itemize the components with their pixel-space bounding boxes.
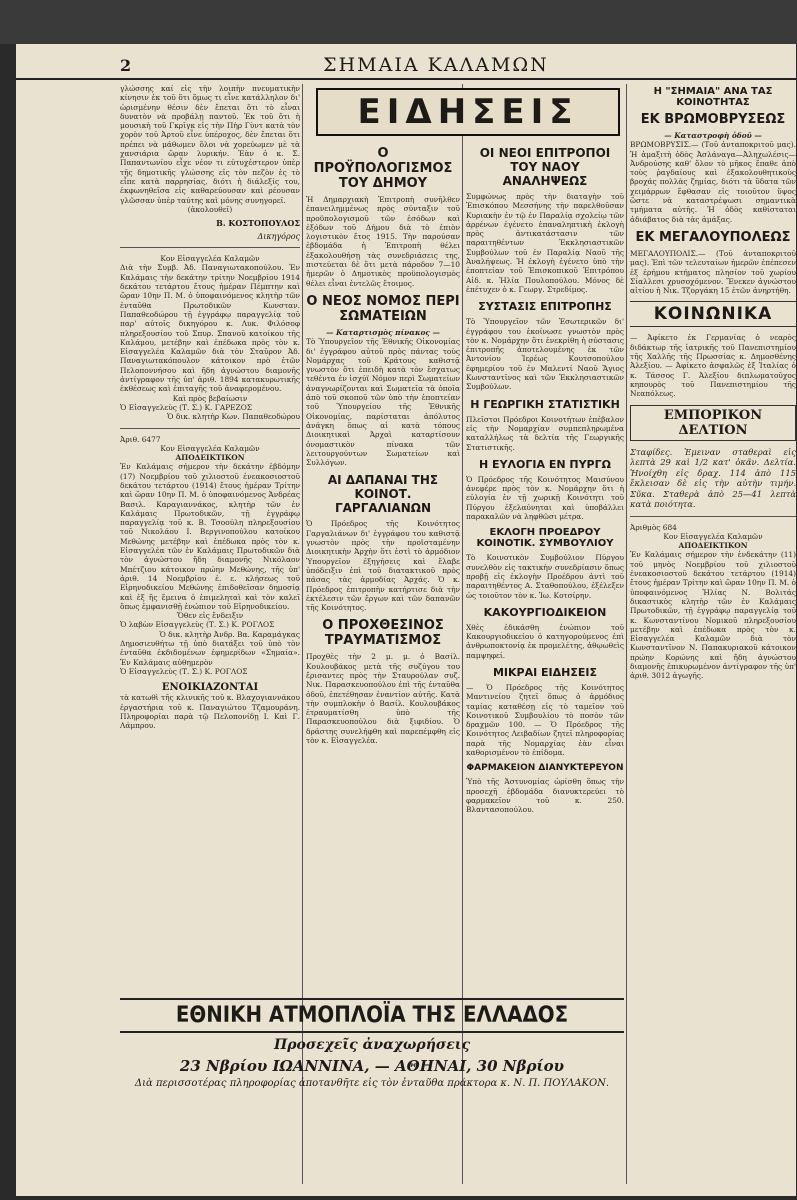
ad-title: ΕΘΝΙΚΗ ΑΤΜΟΠΛΟΪΑ ΤΗΣ ΕΛΛΑΔΟΣ	[120, 998, 624, 1033]
notice-number: Ἀριθμὸς 684	[630, 522, 677, 532]
article-text: γλώσσης καί εἰς τὴν λοιπὴν πνευματικὴν κίνησιν ἐκ τοῦ ὅτι ὅμως τι εἶνε κατάλληλον δι' ὡρισμένην θέσιν δὲν ἔπεται ὅτι τὸ εἶναι δυνατὸν νὰ προβάλῃ παντοῦ. Ἐκ τοῦ ὅτι ἡ μουσικὴ τοῦ Γκρῖγκ εἰς τὴν Πὴρ Γὺντ κατὰ τὸν χορὸν τοῦ Ἀρτοῦ εἶνε ὑπέροχος, δὲν ἔπεται ὅτι πρέπει νὰ μάθωμεν ὅλοι νὰ χορεύωμεν μὲ τὰ χανσιάρια ὥραν λυρικήν. Ἐὰν ὁ κ. Σ. Παπαντωνίου εἶχε νέον τι εὐτυχέστερον ὑπὲρ τῆς δημοτικῆς γλώσσης εἰς τὸν πεζὸν ἐς τὸ εἶπε κατὰ παρρησίας, διότι ἡ διάλεξίς του, ἐκφωνηθεῖσα εἰς καθαρεύουσαν καὶ ρέουσαν γλῶσσαν ὑπὲρ ταύτης καὶ μόνης συνηγορεῖ.	[120, 84, 300, 205]
notice-number: Ἀριθ. 6477	[120, 434, 161, 444]
notice-recipient: Κον Εἰσαγγελέα Καλαμῶν	[663, 531, 763, 541]
headline: ΦΑΡΜΑΚΕΙΟΝ ΔΙΑΝΥΚΤΕΡΕΥΟΝ	[466, 763, 624, 774]
headline: Η ΓΕΩΡΓΙΚΗ ΣΤΑΤΙΣΤΙΚΗ	[470, 397, 620, 411]
article-text: ΒΡΩΜΟΒΡΥΣΙΣ.— (Τοῦ ἀνταποκριτοῦ μας). Ἡ ἀμαξιτὴ ὁδὸς Ἀσλάναγα—Ἀληχωλέσις—Ἀνδρούσης καθ' ὅλον τὸ μῆκος ἔπαθε ἀπὸ τοὺς ῥαγδαίους καὶ ἐξακολουθητικοὺς βροχάς πολλὰς ζημίας, διότι τὰ ὕδατα τῶν χειμάρρων ἔφθασαν εἰς τοιοῦτον ὕψος ὥστε νὰ καταστρέψωσι σημαντικὰ τμήματα αὐτῆς. Ἡ ὁδὸς καθίσταται ἀδιάβατος διὰ τὰς ἁμάξας.	[630, 140, 796, 224]
article-text: Συμφώνως πρὸς τὴν διαταγὴν τοῦ Ἐπισκόπου Μεσσήνης τὴν παρελθοῦσαν Κυριακὴν ἐν τῷ ἐν Παραλίᾳ σχολείῳ τῶν ἀρρένων ἐγένετο ἐπαναληπτικὴ ἐκλογὴ πρὸς ἀντικατάστασιν τῶν παραιτηθέντων Ἐκκλησιαστικῶν Συμβούλων τοῦ ἐν Παραλίᾳ Ναοῦ τῆς Ἀναλήψεως. Ἡ ἐκλογὴ ἐγένετο ὑπὸ τὴν ἐποπτείαν τοῦ Ἐπισκοπικοῦ Ἐπιτρόπου Αἰδ. κ. Ἠλία Πουλοπούλου. Μόνος δὲ ἐπέτυχεν ὁ κ. Γεωργ. Στρεδίμος.	[466, 192, 624, 294]
headline: ΣΥΣΤΑΣΙΣ ΕΠΙΤΡΟΠΗΣ	[478, 300, 612, 314]
section-heading: ΕΚ ΜΕΓΑΛΟΥΠΟΛΕΩΣ	[635, 229, 791, 245]
subheadline: — Καταστροφὴ ὁδοῦ —	[664, 131, 762, 140]
notice-signature: Ὁ λαβὼν Εἰσαγγελεὺς (Τ. Σ.) Κ. ΡΟΓΛΟΣ	[120, 620, 275, 630]
article-text: ΜΕΓΑΛΟΥΠΟΛΙΣ.— (Τοῦ ἀνταποκριτοῦ μας). Ἐπὶ τῶν τελευταίων ἡμερῶν ἐπέπεσεν ἐξ ἐρήμου κτήματος πλησίον τοῦ χωρίου Σίαλλεσι χρυσοχόμενον. Ἔνεκεν ἀγνώστου αἰτίου ἡ Νικ. Τζοργάκη 15 ἐτῶν ἀνηρτήθη.	[630, 248, 796, 296]
shipping-advertisement	[120, 954, 624, 1089]
notice-signature: Ὁ Εἰσαγγελεὺς (Τ. Σ.) Κ. ΡΟΓΛΟΣ	[120, 666, 248, 676]
article-text: — Ὁ Πρόεδρος τῆς Κοινότητος Μαντινείου ζητεῖ ὅπως ὁ ἀρμόδιος ταμίας καταθέσῃ εἰς τὸ ταμεῖον τοῦ Κοινοτικοῦ Συμβουλίου τὸ ποσὸν τῶν δραχμῶν 100. — Ὁ Πρόεδρος τῆς Κοινότητος Λειβαδίων ζητεῖ πληροφορίας παρὰ τῆς Νομαρχίας ἐὰν εἶναι καθορισμένον τὸ ἐπίδομα.	[466, 682, 624, 758]
headline: Ο ΠΡΟΫΠΟΛΟΓΙΣΜΟΣ ΤΟΥ ΔΗΜΟΥ	[313, 146, 453, 191]
headline: ΟΙ ΝΕΟΙ ΕΠΙΤΡΟΠΟΙ ΤΟΥ ΝΑΟΥ ΑΝΑΛΗΨΕΩΣ	[479, 146, 611, 188]
article-text: Προχθὲς τὴν 2 μ. μ. ὁ Βασίλ. Κουλουβάκος μετὰ τῆς συζύγου του ἔρισαντες πρὸς τὴν Σταυρούλαν συζ. Νικ. Παρασκευοπούλου ἐπὶ τῆς ἐνταῦθα ὁδοῦ, ἐπετέθησαν ἐναντίον αὐτῆς. Κατὰ τὴν συμπλοκὴν ὁ Βασίλ. Κουλουβάκος ἐτραυματίσθη ὑπὸ τῆς Παρασκευοπούλου διὰ ξιφιδίου. Ὁ δράστης συνελήφθη καὶ παρεπέμφθη εἰς τὸν κ. Εἰσαγγελέα.	[306, 652, 460, 746]
article-text: Ὁ Πρόεδρος τῆς Κοινότητος Γαργαλιάνων δι' ἐγγράφου του καθιστᾷ γνωστὸν πρὸς τὴν προϊσταμένην Διοικητικὴν Ἀρχὴν ὅτι ἐστὶ τὸ ἀρμόδιον Ὑπουργεῖον ἐξηγήσεις καὶ ἔλαβε ὑπόδειξιν ἐπὶ τοῦ διατακτικοῦ πρὸς πάσας τὰς ἀρμοδίας Ἀρχάς. Ὁ κ. Πρόεδρος ἐπιτροπὴν κατήρτισε διὰ τὴν ἐκτέλεσιν τῶν ἔργων καὶ τῶν δαπανῶν τῆς Κοινότητος.	[306, 519, 460, 613]
notice-close: Καὶ πρὸς βεβαίωσιν	[172, 393, 248, 403]
notice-signature: Ὁ δικ. κλητὴρ Ἀνδρ. Βα. Καραμάγκας	[159, 629, 300, 639]
notice-text: Ἐν Καλάμαις σήμερον τὴν ἑνδεκάτην (11) τοῦ μηνὸς Νοεμβρίου τοῦ χιλιοστοῦ ἐνεακοσιοστοῦ δεκάτου τετάρτου (1914) ἔτους ἡμέραν Τρίτην καὶ ὥραν 10ην Π. Μ. ὁ ὑποφαινόμενος Ἠλίας Ν. Βολιτάς δικαστικὸς κλητὴρ τῶν ἐν Καλάμαις Πρωτοδικῶν, τῇ ἐγγράφῳ παραγγελίᾳ τοῦ κ. Κωνσταντίνου Νομικοῦ πληρεξουσίου μετέβην καὶ ἐπέδωκα πρὸς τὸν κ. Εἰσαγγελέα Καλαμῶν διὰ τὸν Κωνσταντῖνον Ν. Παπακυριακοῦ κάτοικον πρώην Κορώνης καὶ ἤδη ἀγνώστου διαμονῆς ἐπικυρωμένον ἀντίγραφον τῆς ὑπ' ἀριθ. 3012 ἀγωγῆς.	[630, 550, 796, 681]
notice-text: Δημοσιευθήτω τῇ ὑπὸ διατάξει τοῦ ὑπὸ τὸν ἐνταῦθα ἐκδιδομένων ἐφημερίδων «Σημαία». Ἐν Καλάμαις αὐθημερὸν	[120, 639, 300, 667]
news-banner: ΕΙΔΗΣΕΙΣ	[316, 88, 620, 136]
rent-heading: ΕΝΟΙΚΙΑΖΟΝΤΑΙ	[161, 682, 259, 694]
rent-text: τὰ κατωθὶ τῆς κλινικῆς τοῦ κ. Βλαχογιαννάκου ἐργαστήρια τοῦ κ. Παναγιώτου Τζαμουράνη. Πληροφορίαι παρὰ τῷ Πελοπονίδῃ Ι. Καὶ Γ. Λάμπρου.	[120, 693, 300, 731]
article-text: Πλεῖστοι Πρόεδροι Κοινοτήτων ἐπέβαλον εἰς τὴν Νομαρχίαν συμπεπληρωμένα καταλλήλως τὰ δελτία τῆς Γεωργικῆς Στατιστικῆς.	[466, 414, 624, 452]
notice-signature: Ὁ Εἰσαγγελεὺς (Τ. Σ.) Κ. ΓΑΡΕΖΟΣ	[120, 402, 252, 412]
market-prices: Σταφίδες. Ἐμειναν σταθεραὶ εἰς λεπτὰ 29 καὶ 1/2 κατ' ὀκᾶν. Δελτία. Ἠνοίχθη εἰς δραχ. 114 ἀπὸ 115 ἔκλεισαν δὲ εἰς τὴν αὐτὴν τιμήν. Σῦκα. Σταθερὰ ἀπὸ 25—41 λεπτὰ κατὰ ποιότητα.	[630, 446, 796, 510]
article-text: Χθὲς ἐδικάσθη ἐνώπιον τοῦ Κακουργιοδικείου ὁ κατηγορούμενος ἐπὶ ἀνθρωποκτονίᾳ ἐκ προμελέτης, ἀθῳωθεὶς παμψηφεί.	[466, 622, 624, 660]
page-header	[16, 50, 796, 80]
article-text: Ὁ Πρόεδρος τῆς Κοινότητος Μαισύνου ἀνεφέρε πρὸς τὸν κ. Νομάρχην ὅτι ἡ εὐλογία ἐν τῇ χωρικῇ Κοινότητι τοῦ Πύργου ἐξελαύνηται καὶ ὑποβάλλει παρακαλῶν νὰ ληφθῶσι μέτρα.	[466, 474, 624, 522]
column-1	[120, 84, 300, 954]
notice-close: Ὅθεν εἰς ἔνδειξιν	[176, 611, 244, 621]
headline: Ο ΝΕΟΣ ΝΟΜΟΣ ΠΕΡΙ ΣΩΜΑΤΕΙΩΝ	[306, 293, 460, 324]
divider	[630, 516, 796, 517]
commerce-section-heading: ΕΜΠΟΡΙΚΟΝ ΔΕΛΤΙΟΝ	[630, 405, 796, 441]
headline: ΚΑΚΟΥΡΓΙΟΔΙΚΕΙΟΝ	[483, 605, 607, 619]
notice-signature: Ὁ δικ. κλητὴρ Κων. Παπαθεοδώρου	[167, 412, 300, 422]
headline: Η ΕΥΛΟΓΙΑ ΕΝ ΠΥΡΓΩ	[479, 457, 611, 471]
author-name: Β. ΚΟΣΤΟΠΟΥΛΟΣ	[216, 218, 300, 229]
headline: ΕΚΛΟΓΗ ΠΡΟΕΔΡΟΥ ΚΟΙΝΟΤΙΚ. ΣΥΜΒΟΥΛΙΟΥ	[476, 527, 614, 550]
continues-note: (ἀκολουθεῖ)	[187, 204, 233, 214]
column-rule	[626, 84, 627, 1184]
article-text: Τὸ Ὑπουργεῖον τῆς Ἐθνικῆς Οἰκονομίας δι' ἐγγράφου αὐτοῦ πρὸς πάντας τοὺς Νομάρχας τοῦ Κράτους καθιστᾷ γνωστὸν ὅτι ἐπειδὴ κατὰ τὸν ἔσχατως τεθέντα ἐν ἰσχύϊ Νόμον περὶ Σωματείων ἀναγνωρίζονται καὶ Σωματεῖα τὰ ὁποῖα ἀπὸ τοῦ σκοποῦ τῶν ὑπὸ τὴν ἐποπτείαν τοῦ Ὑπουργείου τῆς Ἐθνικῆς Οἰκονομίας, παρίσταται ἀπόλυτος ἀνάγκη ὅπως αἱ κατὰ τόπους Διοικητικαὶ Ἀρχαὶ καταρτίσουν ὀνομαστικὸν πίνακα τῶν λειτουργούντων Σωματείων καὶ Συλλόγων.	[306, 337, 460, 468]
notice-title: ΑΠΟΔΕΙΚΤΙΚΟΝ	[678, 541, 748, 551]
section-banner: Η "ΣΗΜΑΙΑ" ΑΝΑ ΤΑΣ ΚΟΙΝΟΤΗΤΑΣ	[653, 86, 773, 108]
divider	[120, 247, 300, 248]
ad-subtitle: Προσεχεῖς ἀναχωρήσεις	[273, 1037, 471, 1053]
article-text: Τὸ Κοινοτικὸν Συμβούλιον Πύργου συνελθὸν εἰς τακτικὴν συνεδρίασιν ὅπως προβῇ εἰς ἐκλογὴν Προέδρου ἀντὶ τοῦ παραιτηθέντος Α. Σταθοπούλου, ἐξέλεξεν ὡς τοιοῦτον τὸν κ. Ἰω. Κοτσίρην.	[466, 553, 624, 600]
notice-title: ΑΠΟΔΕΙΚΤΙΚΟΝ	[175, 453, 245, 463]
ad-contact: Διὰ περισσοτέρας πληροφορίας ἀποτανθῆτε εἰς τὸν ἐνταῦθα πράκτορα κ. Ν. Π. ΠΟΥΛΑΚΟΝ.	[134, 1078, 610, 1089]
subheadline: — Καταρτισμὸς πίνακος —	[326, 327, 440, 337]
page-number: 2	[120, 56, 132, 75]
headline: ΜΙΚΡΑΙ ΕΙΔΗΣΕΙΣ	[492, 665, 598, 679]
column-4	[630, 84, 796, 1184]
divider	[120, 428, 300, 429]
headline: Ο ΠΡΟΧΘΕΣΙΝΟΣ ΤΡΑΥΜΑΤΙΣΜΟΣ	[322, 618, 444, 649]
newspaper-page	[16, 44, 796, 1196]
notice-recipient: Κον Εἰσαγγελέα Καλαμῶν	[160, 443, 260, 453]
article-text: Ὑπὸ τῆς Ἀστυνομίας ὡρίσθη ὅπως τὴν προσεχῆ ἑβδομάδα διανυκτερεύει τὸ φαρμακεῖον τοῦ κ. 250. Βλαντασοπούλου.	[466, 777, 624, 815]
article-text: Τὸ Ὑπουργεῖον τῶν Ἐσωτερικῶν δι' ἐγγράφου του ἐκοίνωσε γνωστὸν πρὸς τὸν κ. Νομάρχην ὅτι ἐνεκρίθη ἡ σύστασις ἐπιτροπῆς ἀποτελουμένης ἐκ τῶν Ἀντονίου Ἰερέως Κουτσοπούλου ἐφημερίου τοῦ ἐν Μαλεντί Ναοῦ Ἅγιος Κωνσταντῖνος καὶ τῶν Ἐκκλησιαστικῶν Συμβούλων.	[466, 317, 624, 392]
article-text: — Ἀφίκετο ἐκ Γερμανίας ὁ νεαρὸς διδάκτωρ τῆς ἰατρικῆς τοῦ Πανεπιστημίου τῆς Χαλλῆς τῆς Πρωσσίας κ. Δημοσθένης Ἀλεξίου. — Ἀφίκετο ἀσφαλῶς ἐξ Ἰταλίας ὁ κ. Τάσσος Γ. Ἀλεξίου διπλωματοῦχος κηπουρὸς τοῦ Πανεπιστημίου τῆς Νεαπόλεως.	[630, 333, 796, 399]
headline: ΑΙ ΔΑΠΑΝΑΙ ΤΗΣ ΚΟΙΝΟΤ. ΓΑΡΓΑΛΙΑΝΩΝ	[327, 473, 439, 516]
notice-text: Ἐν Καλάμαις σήμερον τὴν δεκάτην ἑβδόμην (17) Νοεμβρίου τοῦ χιλιοστοῦ ἐνεακοσιοστοῦ δεκάτου τετάρτου (1914) ἔτους ἡμέραν Τρίτην καὶ ὥραν 10ην Π. Μ. ὁ ὑποφαινόμενος Ἀνδρέας Βασιλ. Καραγιαννάκος, κλητὴρ τῶν ἐν Καλάμαις Πρωτοδικῶν, τῇ ἐγγράφῳ παραγγελίᾳ τοῦ κ. Β. Τσοούλη πληρεξουσίου τοῦ Νικολάου Ι. Βεργινοπούλου κατοίκου Μεθώνης μετέβην καὶ ἐπέδωκα πρὸς τὸν κ. Εἰσαγγελέα τῶν ἐν Καλάμαις Πρωτοδικῶν διὰ τὸν ἀγνώστου ἤδη διαμονῆς Νικόλαον Μπέτζιου κάτοικον πρώην Μεθώνης, τῆς ὑπ' ἀριθ. 14 Νοεμβρίου ἐ. ε. κλήσεως τοῦ Εἰρηνοδικείου Μεθώνης ἐπιδοθεῖσαν δημοσίᾳ καὶ ἐξ ἣς ἔμεινα ὁ ἐπιμεληταὶ καὶ τὸν καλεῖ ὅπως ἐμφανισθῇ ἐνώπιον τοῦ Εἰρηνοδικείου.	[120, 462, 300, 611]
notice-heading: Κον Εἰσαγγελέα Καλαμῶν	[160, 254, 260, 264]
article-text: Ἡ Δημαρχιακὴ Ἐπιτροπὴ συνῆλθεν ἐπανειλημμένως πρὸς σύνταξιν τοῦ προϋπολογισμοῦ τῶν ἐσόδων καὶ ἐξόδων τοῦ Δήμου διὰ τὸ ἐπιὸν λογιστικὸν ἔτος 1915. Τὴν παρούσαν ἑβδομάδα ἡ Ἐπιτροπὴ θέλει ἐξακολουθήσῃ τὰς συνεδριάσεις της, πιστεύεται δὲ ὅτι μετὰ πάροδον 7—10 ἡμερῶν ὁ Δημοτικὸς προϋπολογισμὸς θέλει εἶναι ἐντελῶς ἕτοιμος.	[306, 195, 460, 288]
social-section-heading: ΚΟΙΝΩΝΙΚΑ	[630, 301, 796, 327]
notice-text: Διὰ τὴν Συμβ. Ἀδ. Παναγιωτακοπούλου. Ἐν Καλάμαις τὴν δεκάτην τρίτην Νοεμβρίου 1914 δεκάτου τετάρτου ἔτους ἡμέραν Πέμπτην καὶ ὥραν 10ην Π. Μ. ὁ ὑποφαινόμενος κλητὴρ τῶν ἐνταῦθα Πρωτοδικῶν Κωνσταν. Παπαθεοδώρου τῇ ἐγγράφῳ παραγγελίᾳ τοῦ παρ' αὐτοῖς δικηγόρου κ. Λυκ. Φιλόσοφ πληρεξουσίου τοῦ Σπυρ. Σπανοῦ κατοίκου τῆς Καλάμου, μετέβην καὶ ἐπέδωκα πρὸς τὸν κ. Εἰσαγγελέα Καλαμῶν διὰ τὸν Σταῦρον Ἀδ. Παναγιωτακόπουλον κάτοικον πρὸ ἐτῶν Πελοποννήσου καὶ ἤδη ἀγνώστου διαμονῆς ἀντίγραφον τῆς ὑπ' ἀριθ. 1894 κατακυρωτικῆς ἐκθέσεως καὶ ἐπιταγῆς τοῦ ἀναφερομένου.	[120, 263, 300, 394]
ad-departures: 23 Νβρίου ΙΩΑΝΝΙΝΑ, — ΑΘΗΝΑΙ, 30 Νβρίου	[179, 1057, 565, 1075]
section-heading: ΕΚ ΒΡΩΜΟΒΡΥΣΕΩΣ	[640, 112, 786, 127]
scan-top-edge	[0, 0, 797, 44]
masthead: ΣΗΜΑΙΑ ΚΑΛΑΜΩΝ	[323, 54, 549, 76]
author-role: Δικηγόρος	[257, 232, 300, 242]
